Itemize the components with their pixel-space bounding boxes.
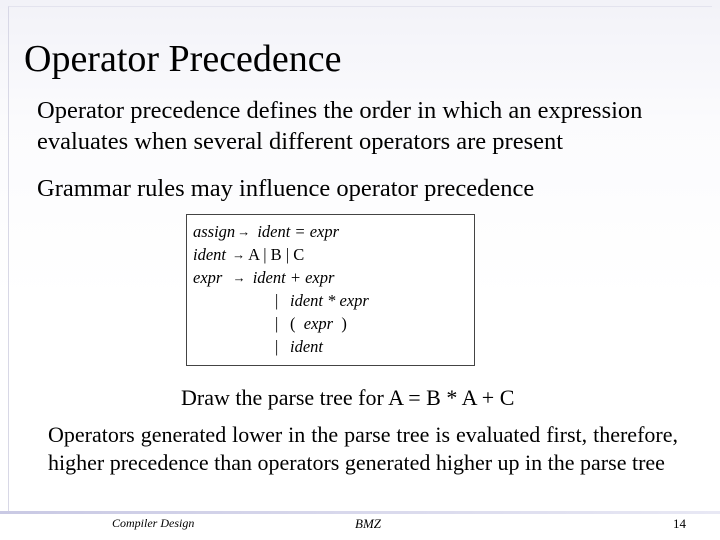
grammar-rule-assign (193, 221, 339, 243)
rule-lhs: ident (193, 245, 226, 264)
grammar-rule-expr (193, 267, 334, 289)
rule-rhs: A | B | C (248, 245, 305, 264)
rule-lhs: assign (193, 222, 236, 241)
rule-rhs: ident = expr (257, 222, 340, 241)
open-paren: ( (290, 314, 296, 333)
rule-lhs: expr (193, 268, 223, 287)
parse-tree-instruction: Draw the parse tree for A = B * A + C (181, 385, 515, 410)
alternative-text (290, 313, 347, 335)
alternative-bar: | (275, 337, 279, 356)
rule-rhs: ident + expr (252, 268, 335, 287)
grammar-box (186, 214, 475, 366)
arrow-symbol: → (232, 270, 246, 285)
close-paren: ) (341, 314, 347, 333)
page-number: 14 (673, 516, 686, 531)
arrow-symbol: → (237, 224, 251, 239)
alternative-bar: | (275, 314, 279, 333)
slide-title: Operator Precedence (24, 38, 342, 80)
alternative-bar: | (275, 291, 279, 310)
footer-author: BMZ (355, 516, 381, 531)
footer-course-name: Compiler Design (112, 516, 195, 530)
grammar-intro-paragraph: Grammar rules may influence operator precedence (37, 175, 535, 202)
arrow-symbol: → (232, 247, 246, 262)
alternative-text: ident (290, 337, 323, 356)
footer-bar (0, 511, 720, 514)
definition-paragraph: Operator precedence defines the order in which an expression evaluates when several different operators are present (37, 97, 643, 155)
precedence-explanation: Operators generated lower in the parse tree is evaluated first, therefore, higher precedence than operators generated higher up in the parse tree (48, 422, 678, 475)
alternative-text: ident * expr (290, 291, 369, 310)
paren-expr: expr (303, 314, 334, 333)
grammar-rule-ident (193, 244, 304, 266)
